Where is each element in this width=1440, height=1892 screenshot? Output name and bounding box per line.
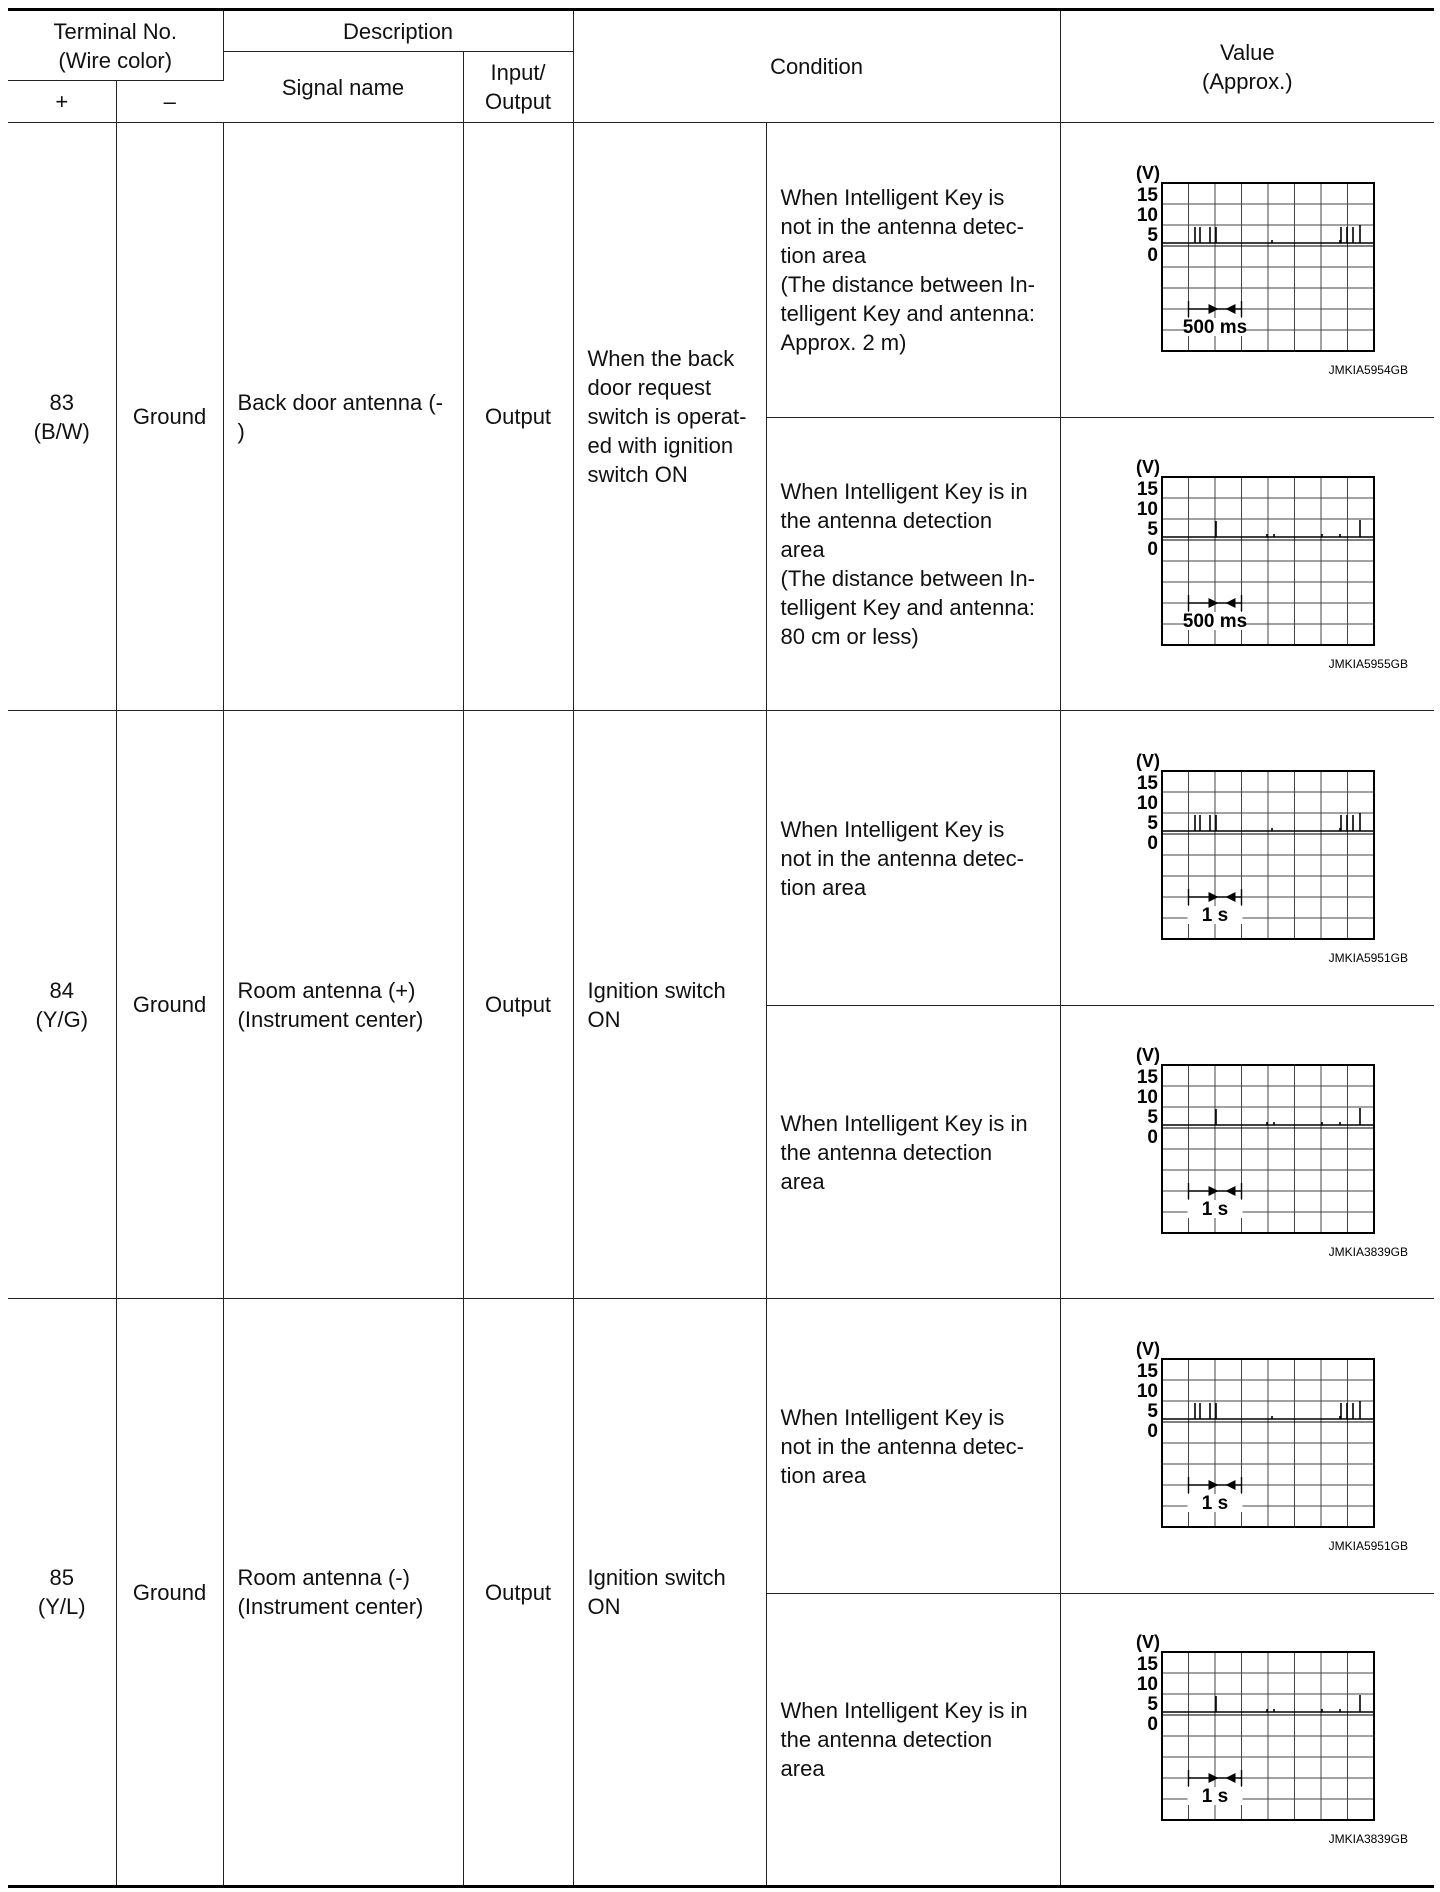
terminal-number: 83 (B/W)	[8, 123, 116, 711]
y-tick-label: 5	[1147, 1106, 1159, 1128]
figure-code: JMKIA5954GB	[1328, 362, 1409, 377]
time-scale-label: 500 ms	[1183, 610, 1248, 632]
oscilloscope-waveform	[1082, 1339, 1412, 1554]
y-tick-label: 0	[1147, 538, 1159, 560]
header-value: Value (Approx.)	[1060, 10, 1434, 123]
y-unit-label: (V)	[1136, 1632, 1161, 1652]
waveform-cell	[1060, 1594, 1434, 1887]
main-condition: Ignition switch ON	[573, 1299, 766, 1887]
y-tick-label: 10	[1137, 1380, 1159, 1402]
input-output: Output	[463, 1299, 573, 1887]
oscilloscope-waveform	[1082, 1045, 1412, 1260]
sub-condition: When Intelligent Key is not in the antenna detec- tion area	[766, 711, 1060, 1006]
y-unit-label: (V)	[1136, 1338, 1161, 1359]
sub-condition: When Intelligent Key is in the antenna detection area (The distance between In- telligent Key and antenna: 80 cm or less)	[766, 418, 1060, 711]
figure-code: JMKIA3839GB	[1328, 1244, 1409, 1259]
input-output: Output	[463, 123, 573, 711]
waveform-cell	[1060, 418, 1434, 711]
header-terminal: Terminal No. (Wire color)	[8, 10, 223, 81]
header-condition: Condition	[573, 10, 1060, 123]
y-tick-label: 15	[1137, 1066, 1159, 1088]
terminal-number: 84 (Y/G)	[8, 711, 116, 1299]
y-tick-label: 0	[1147, 832, 1159, 854]
y-unit-label: (V)	[1136, 162, 1161, 183]
y-tick-label: 10	[1137, 1674, 1159, 1695]
sub-condition: When Intelligent Key is in the antenna detection area	[766, 1594, 1060, 1887]
y-tick-label: 10	[1137, 1086, 1159, 1108]
ground-terminal: Ground	[116, 1299, 223, 1887]
y-tick-label: 15	[1137, 1654, 1159, 1675]
time-scale-label: 1 s	[1202, 1786, 1229, 1807]
header-io: Input/ Output	[463, 52, 573, 123]
y-tick-label: 5	[1147, 518, 1159, 540]
signal-name: Room antenna (-) (Instrument center)	[223, 1299, 463, 1887]
y-unit-label: (V)	[1136, 1044, 1161, 1065]
y-tick-label: 0	[1147, 1714, 1159, 1735]
figure-code: JMKIA5951GB	[1328, 950, 1409, 965]
time-scale-label: 1 s	[1202, 1492, 1229, 1514]
signal-name: Room antenna (+) (Instrument center)	[223, 711, 463, 1299]
header-signal-name: Signal name	[223, 52, 463, 123]
y-tick-label: 0	[1147, 1420, 1159, 1442]
waveform-cell	[1060, 711, 1434, 1006]
y-tick-label: 15	[1137, 478, 1159, 500]
signal-name: Back door antenna (- )	[223, 123, 463, 711]
time-scale-label: 1 s	[1202, 1198, 1229, 1220]
figure-code: JMKIA5951GB	[1328, 1538, 1409, 1553]
y-tick-label: 5	[1147, 1400, 1159, 1422]
main-condition: Ignition switch ON	[573, 711, 766, 1299]
input-output: Output	[463, 711, 573, 1299]
terminal-number: 85 (Y/L)	[8, 1299, 116, 1887]
oscilloscope-waveform	[1082, 751, 1412, 966]
y-tick-label: 10	[1137, 204, 1159, 226]
sub-condition: When Intelligent Key is in the antenna detection area	[766, 1006, 1060, 1299]
figure-code: JMKIA5955GB	[1328, 656, 1409, 671]
ground-terminal: Ground	[116, 711, 223, 1299]
oscilloscope-waveform	[1082, 457, 1412, 672]
y-tick-label: 10	[1137, 792, 1159, 814]
sub-condition: When Intelligent Key is not in the antenna detec- tion area	[766, 1299, 1060, 1594]
y-unit-label: (V)	[1136, 456, 1161, 477]
ground-terminal: Ground	[116, 123, 223, 711]
waveform-cell	[1060, 1299, 1434, 1594]
sub-condition: When Intelligent Key is not in the antenna detec- tion area (The distance between In- telligent Key and antenna: Approx. 2 m)	[766, 123, 1060, 418]
y-tick-label: 5	[1147, 812, 1159, 834]
oscilloscope-waveform	[1082, 163, 1412, 378]
y-tick-label: 15	[1137, 1360, 1159, 1382]
header-minus: –	[116, 81, 223, 123]
time-scale-label: 1 s	[1202, 904, 1229, 926]
y-tick-label: 5	[1147, 1694, 1159, 1715]
waveform-cell	[1060, 1006, 1434, 1299]
oscilloscope-waveform	[1082, 1632, 1412, 1847]
header-plus: +	[8, 81, 116, 123]
header-description: Description	[223, 10, 573, 52]
time-scale-label: 500 ms	[1183, 316, 1248, 338]
y-tick-label: 15	[1137, 772, 1159, 794]
y-tick-label: 5	[1147, 224, 1159, 246]
y-tick-label: 15	[1137, 184, 1159, 206]
terminal-spec-table	[8, 8, 1434, 1888]
main-condition: When the back door request switch is operat- ed with ignition switch ON	[573, 123, 766, 711]
figure-code: JMKIA3839GB	[1328, 1832, 1409, 1846]
y-unit-label: (V)	[1136, 750, 1161, 771]
y-tick-label: 10	[1137, 498, 1159, 520]
y-tick-label: 0	[1147, 1126, 1159, 1148]
waveform-cell	[1060, 123, 1434, 418]
y-tick-label: 0	[1147, 244, 1159, 266]
